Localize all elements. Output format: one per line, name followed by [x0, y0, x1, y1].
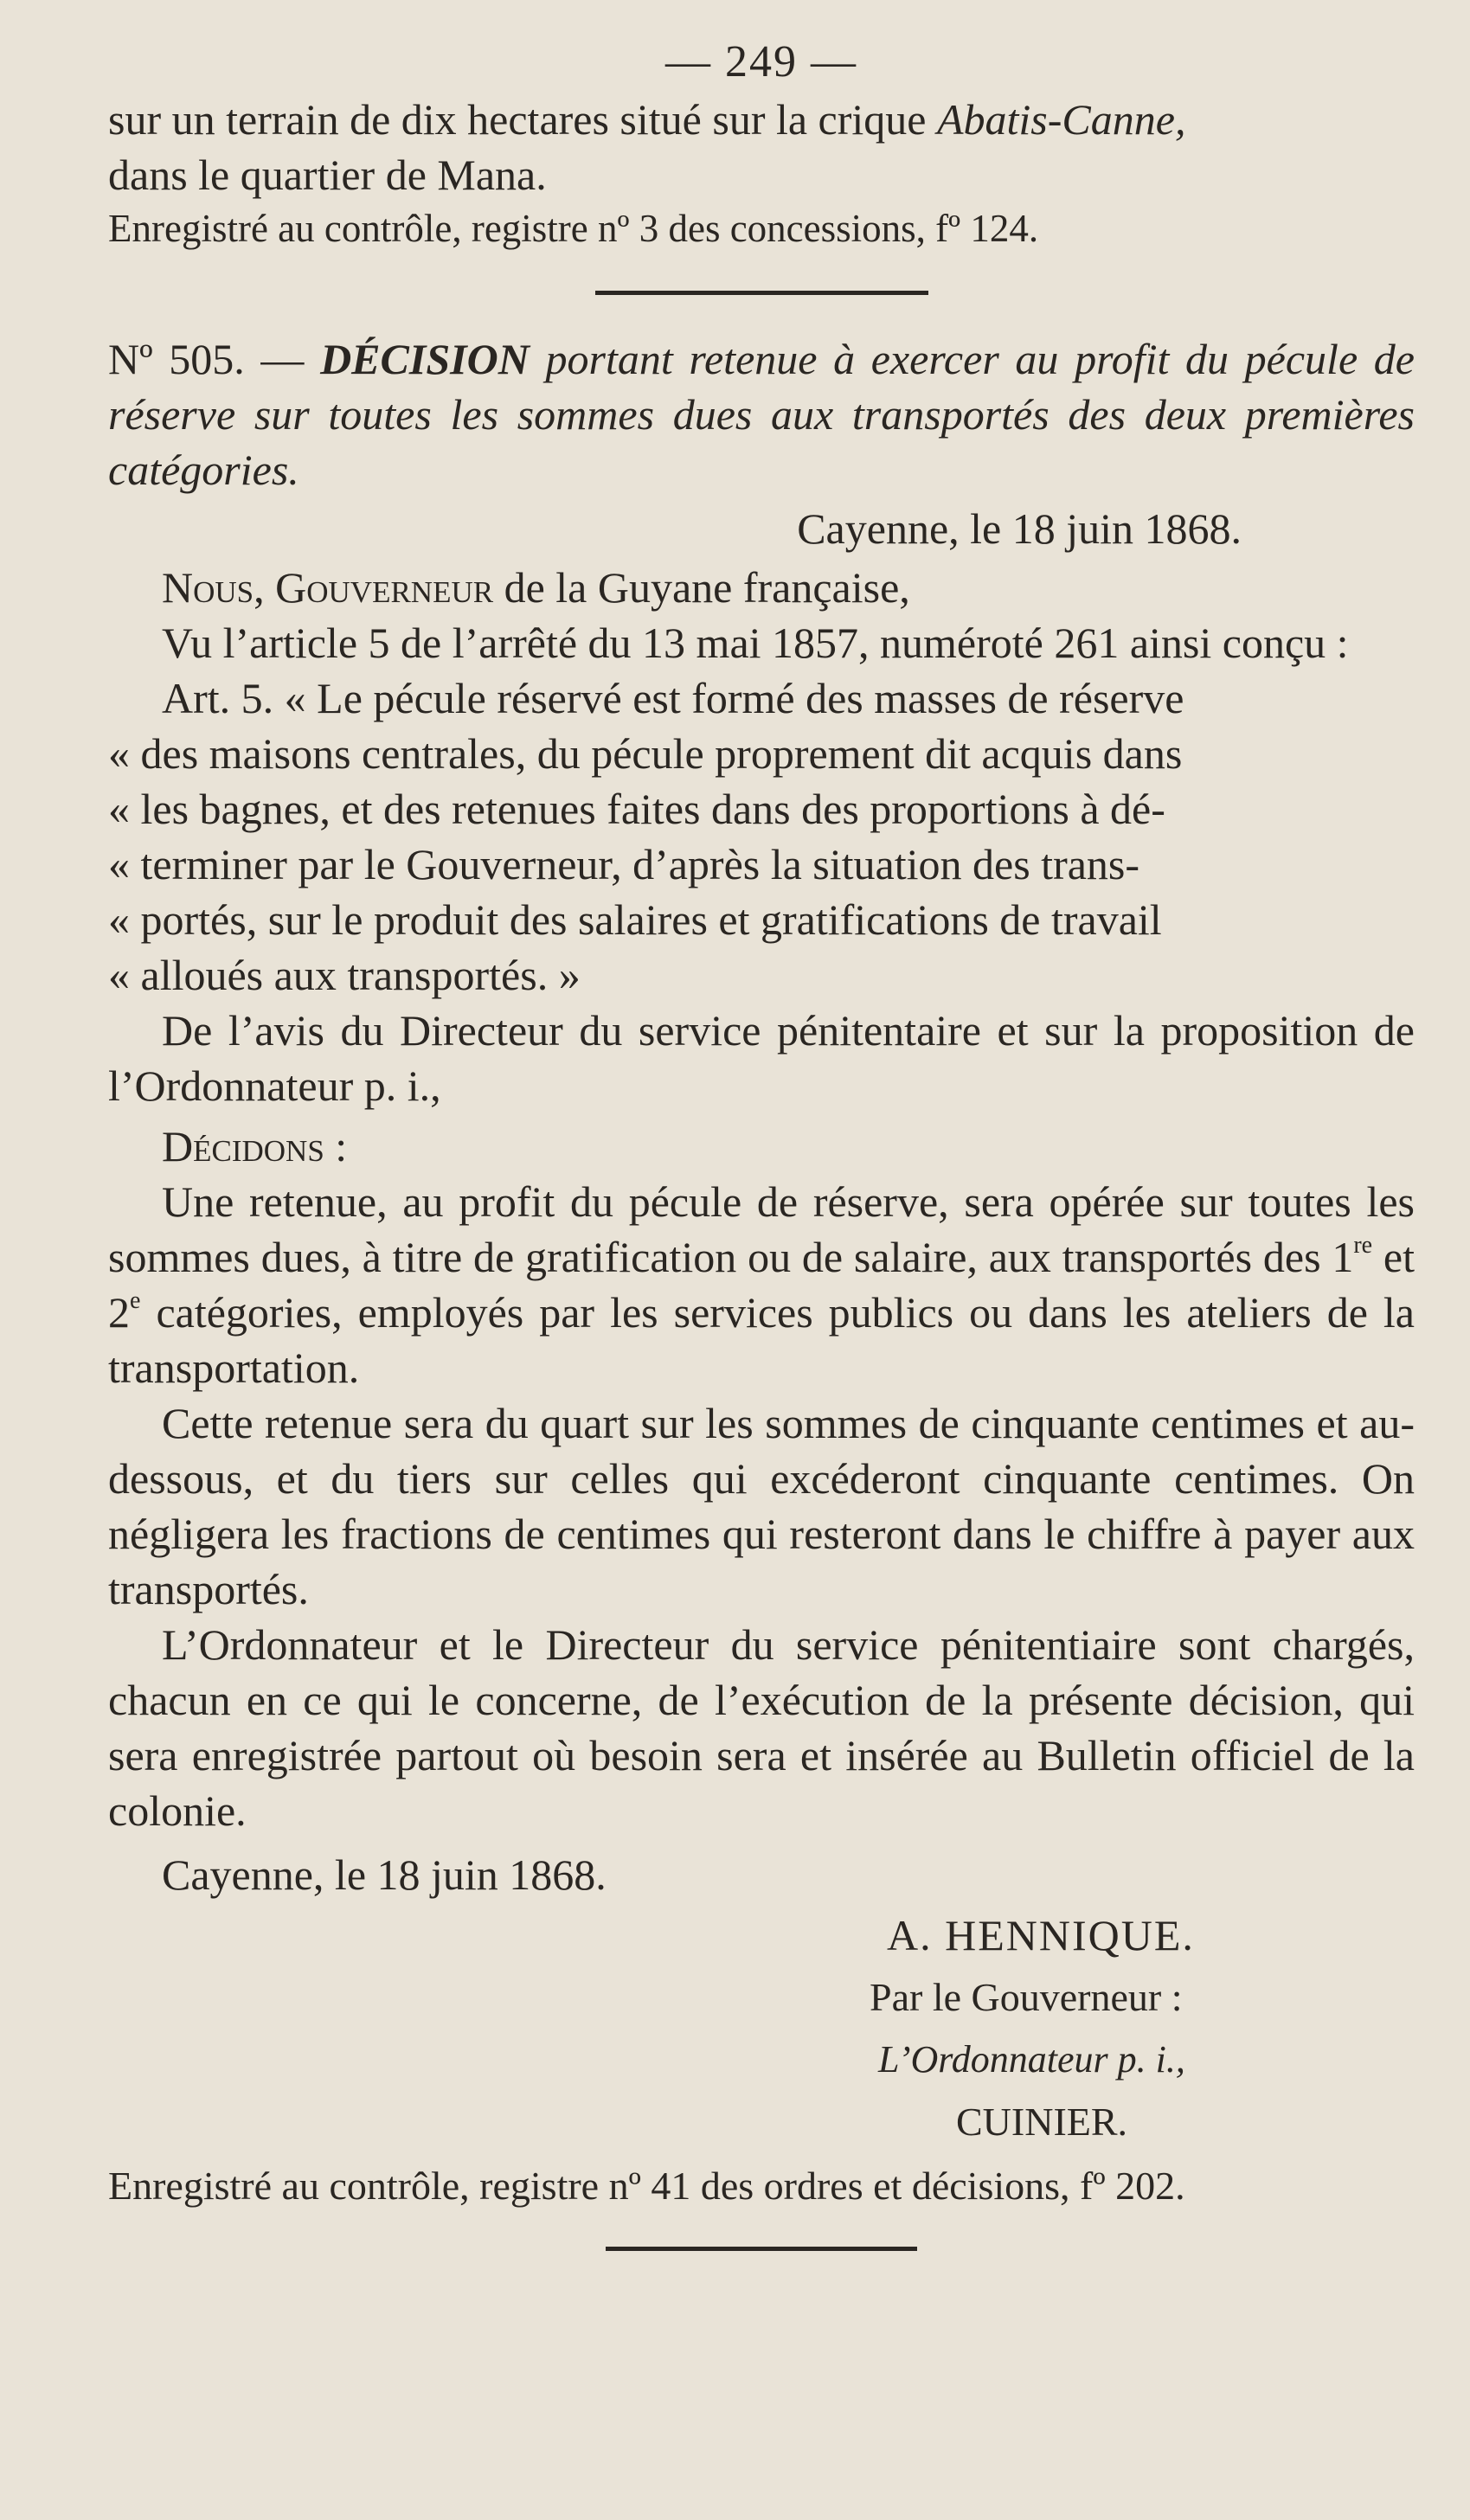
para1-superscript-1: re	[1353, 1232, 1373, 1259]
final-registration: Enregistré au contrôle, registre nº 41 des ordres et décisions, fº 202.	[108, 2164, 1185, 2208]
avis-paragraph: De l’avis du Directeur du service pénitentaire et sur la proposition de l’Ordonnateur p. i.,	[108, 1006, 1415, 1110]
nous-prefix: Nous,	[162, 563, 276, 612]
article-quote	[108, 670, 1415, 1003]
article-line: « les bagnes, et des retenues faites dans des proportions à dé-	[108, 785, 1165, 833]
decision-number: Nº 505. —	[108, 335, 321, 383]
article-line: « des maisons centrales, du pécule proprement dit acquis dans	[108, 729, 1183, 778]
decision-paragraph-3: L’Ordonnateur et le Directeur du service pénitentiaire sont chargés, chacun en ce qui le concerne, de l’exécution de la présente décision, qui sera enregistrée partout où besoin sera et insérée au Bulletin officiel de la colonie.	[108, 1620, 1415, 1835]
decidons-heading: Décidons :	[162, 1122, 348, 1170]
closing-date: Cayenne, le 18 juin 1868.	[162, 1850, 607, 1899]
nous-gouverneur: Gouverneur	[275, 563, 494, 612]
signature-cuinier: CUINIER.	[956, 2100, 1128, 2144]
para1-superscript-2: e	[130, 1287, 141, 1314]
decision-title-word: DÉCISION	[320, 335, 530, 383]
vu-paragraph: Vu l’article 5 de l’arrêté du 13 mai 1857, numéroté 261 ainsi conçu :	[162, 619, 1349, 667]
article-line: « terminer par le Gouverneur, d’après la situation des trans-	[108, 840, 1140, 888]
end-divider	[606, 2247, 917, 2251]
article-line: « portés, sur le produit des salaires et gratifications de travail	[108, 895, 1162, 944]
decision-heading	[108, 331, 1415, 497]
page-number: — 249 —	[665, 37, 857, 87]
signature-par-le-gouverneur: Par le Gouverneur :	[870, 1975, 1183, 2019]
decision-title-rest: portant retenue à exercer au profit du pécule de réserve sur toutes les sommes dues aux transportés des deux premières catégories.	[108, 335, 1415, 494]
intro-line-b: dans le quartier de Mana.	[108, 151, 547, 199]
section-divider	[595, 291, 928, 295]
intro-registration: Enregistré au contrôle, registre nº 3 des concessions, fº 124.	[108, 207, 1039, 250]
nous-line	[108, 560, 1415, 615]
article-line: « alloués aux transportés. »	[108, 951, 581, 999]
intro-line-a-text: sur un terrain de dix hectares situé sur la crique	[108, 95, 937, 144]
decision-paragraph-1	[108, 1174, 1415, 1395]
signature-name: A. HENNIQUE.	[887, 1911, 1195, 1959]
nous-suffix: de la Guyane française,	[493, 563, 910, 612]
decision-paragraph-2: Cette retenue sera du quart sur les sommes de cinquante centimes et au-dessous, et du tiers sur celles qui excéderont cinquante centimes. On négligera les fractions de centimes qui resteront dans le chiffre à payer aux transportés.	[108, 1399, 1415, 1613]
signature-ordonnateur: L’Ordonnateur p. i.,	[878, 2038, 1185, 2081]
document-page	[108, 35, 1415, 2251]
decision-place-date: Cayenne, le 18 juin 1868.	[797, 504, 1242, 553]
intro-line-a	[108, 92, 1415, 147]
article-line: Art. 5. « Le pécule réservé est formé des masses de réserve	[162, 674, 1184, 722]
para1-text-a: Une retenue, au profit du pécule de réserve, sera opérée sur toutes les sommes dues, à titre de gratification ou de salaire, aux transportés des 1	[108, 1177, 1415, 1281]
para1-text-b: et 2	[108, 1233, 1415, 1337]
para1-text-c: catégories, employés par les services publics ou dans les ateliers de la transportation.	[108, 1288, 1415, 1392]
intro-place-name: Abatis-Canne,	[936, 95, 1186, 144]
